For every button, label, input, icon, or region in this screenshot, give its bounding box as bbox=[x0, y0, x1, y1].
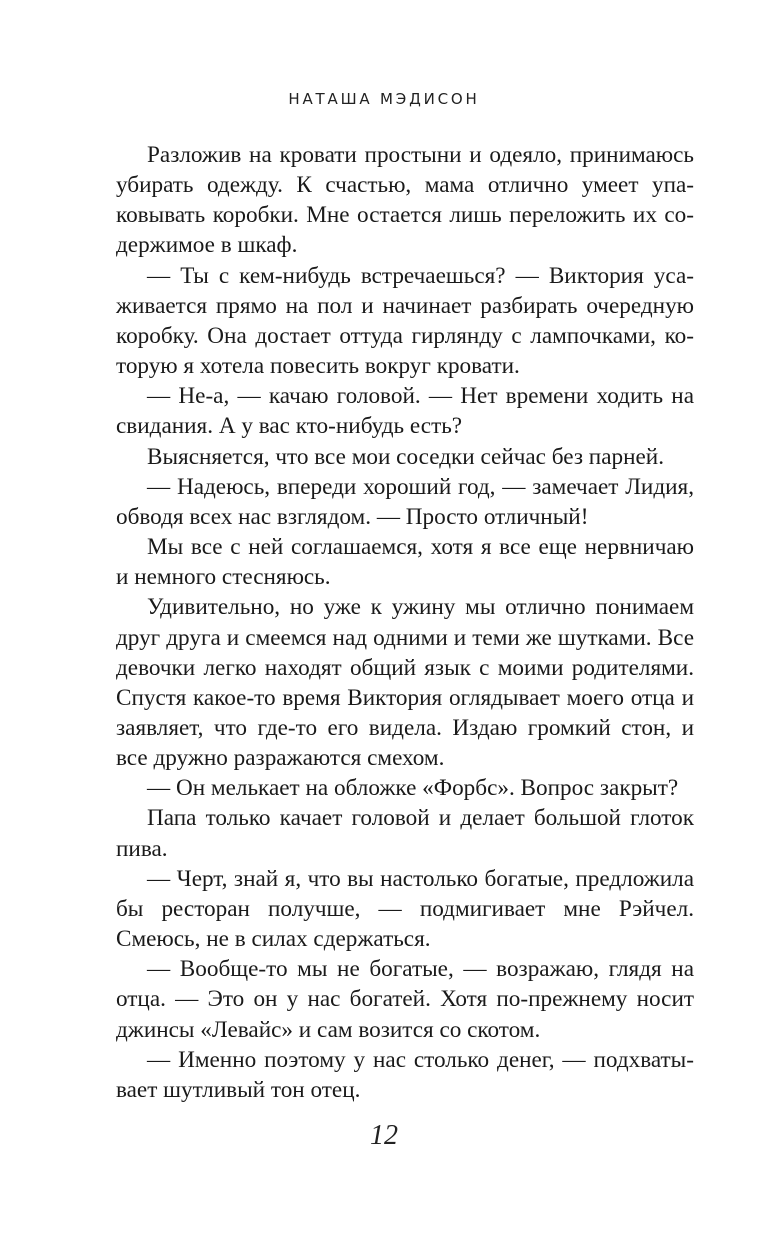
paragraph: — Черт, знай я, что вы настолько богатые, предложила бы ресторан получше, — подмигивает мне Рэйчел. Смеюсь, не в силах сдержаться. bbox=[116, 865, 694, 953]
paragraph: Удивительно, но уже к ужину мы отлично понимаем друг друга и смеемся над одними и теми же шутками. Все девочки легко находят общий язык с моими родителями. Спустя какое-то время Виктория оглядывает моего отца и заявляет, что где-то его видела. Издаю громкий стон, и все дружно разражаются смехом. bbox=[116, 594, 694, 772]
paragraph: — Именно поэтому у нас столько денег, — подхватывает шутливый тон отец. bbox=[116, 1046, 694, 1103]
paragraph: Разложив на кровати простыни и одеяло, принимаюсь убирать одежду. К счастью, мама отлично умеет упаковывать коробки. Мне остается лишь переложить их содержимое в шкаф. bbox=[116, 142, 694, 259]
paragraph: — Ты с кем-нибудь встречаешься? — Виктория усаживается прямо на пол и начинает разбирать очередную коробку. Она достает оттуда гирлянду с лампочками, которую я хотела повесить вокруг кровати. bbox=[116, 262, 694, 380]
page-number: 12 bbox=[370, 1120, 398, 1151]
paragraph: — Вообще-то мы не богатые, — возражаю, глядя на отца. — Это он у нас богатей. Хотя по-прежнему носит джинсы «Левайс» и сам возится со скотом. bbox=[116, 956, 694, 1043]
running-head: НАТАША МЭДИСОН bbox=[288, 90, 480, 108]
body-text bbox=[116, 140, 694, 1105]
paragraph: Выясняется, что все мои соседки сейчас без парней. bbox=[147, 443, 664, 470]
paragraph: — Не-а, — качаю головой. — Нет времени ходить на свидания. А у вас кто-нибудь есть? bbox=[116, 383, 694, 440]
paragraph: Папа только качает головой и делает большой глоток пива. bbox=[116, 805, 694, 862]
paragraph: — Надеюсь, впереди хороший год, — замечает Лидия, обводя всех нас взглядом. — Просто отличный! bbox=[116, 473, 694, 530]
paragraph: — Он мелькает на обложке «Форбс». Вопрос закрыт? bbox=[147, 775, 679, 802]
paragraph: Мы все с ней соглашаемся, хотя я все еще нервничаю и немного стесняюсь. bbox=[116, 534, 694, 591]
